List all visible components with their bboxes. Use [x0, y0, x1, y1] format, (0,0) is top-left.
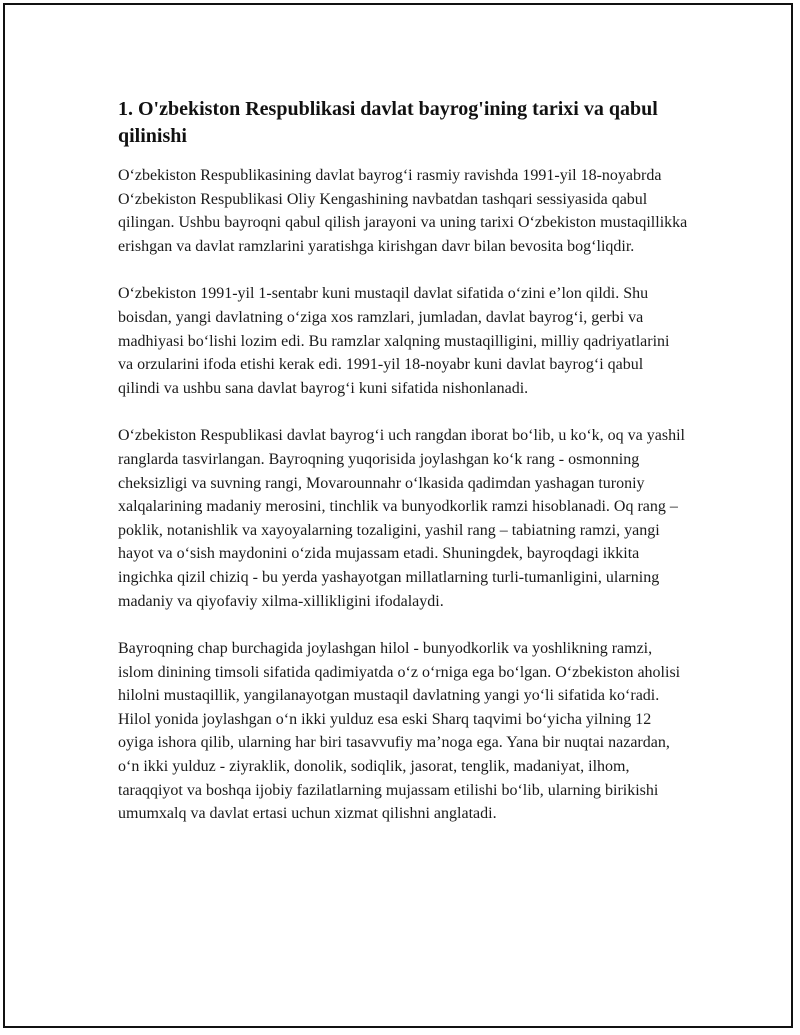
section-heading: 1. O'zbekiston Respublikasi davlat bayrog'ining tarixi va qabul qilinishi — [118, 98, 658, 147]
paragraph-crescent-stars: Bayroqning chap burchagida joylashgan hilol - bunyodkorlik va yoshlikning ramzi, islom dinining timsoli sifatida qadimiyatda o‘z o‘rniga ega bo‘lgan. O‘zbekiston aholisi hilolni mustaqillik, yangilanayotgan mustaqil davlatning yangi yo‘li sifatida ko‘radi. Hilol yonida joylashgan o‘n ikki yulduz esa eski Sharq taqvimi bo‘yicha yilning 12 oyiga ishora qilib, ularning har biri tasavvufiy ma’noga ega. Yana bir nuqtai nazardan, o‘n ikki yulduz - ziyraklik, donolik, sodiqlik, jasorat, tenglik, madaniyat, ilhom, taraqqiyot va boshqa ijobiy fazilatlarning mujassam etilishi bo‘lib, ularning birikishi umumxalq va davlat ertasi uchun xizmat qilishni anglatadi. — [118, 640, 681, 823]
paragraph-independence: O‘zbekiston 1991-yil 1-sentabr kuni mustaqil davlat sifatida o‘zini e’lon qildi. Shu boisdan, yangi davlatning o‘ziga xos ramzlari, jumladan, davlat bayrog‘i, gerbi va madhiyasi bo‘lishi lozim edi. Bu ramzlar xalqning mustaqilligini, milliy qadriyatlarini va orzularini ifoda etishi kerak edi. 1991-yil 18-noyabr kuni davlat bayrog‘i qabul qilindi va ushbu sana davlat bayrog‘i kuni sifatida nishonlanadi. — [118, 285, 670, 397]
paragraph-adoption: O‘zbekiston Respublikasining davlat bayrog‘i rasmiy ravishda 1991-yil 18-noyabrda O‘zbekiston Respublikasi Oliy Kengashining navbatdan tashqari sessiyasida qabul qilingan. Ushbu bayroqni qabul qilish jarayoni va uning tarixi O‘zbekiston mustaqillikka erishgan va davlat ramzlarini yaratishga kirishgan davr bilan bevosita bog‘liqdir. — [118, 167, 688, 255]
document-body — [118, 96, 688, 850]
paragraph-colors: O‘zbekiston Respublikasi davlat bayrog‘i uch rangdan iborat bo‘lib, u ko‘k, oq va yashil ranglarda tasvirlangan. Bayroqning yuqorisida joylashgan ko‘k rang - osmonning cheksizligi va suvning rangi, Movarounnahr o‘lkasida qadimdan yashagan turoniy xalqalarining madaniy merosini, tinchlik va bunyodkorlik ramzi hisoblanadi. Oq rang – poklik, notanishlik va xayoyalarning tozaligini, yashil rang – tabiatning ramzi, yangi hayot va o‘sish maydonini o‘zida mujassam etadi. Shuningdek, bayroqdagi ikkita ingichka qizil chiziq - bu yerda yashayotgan millatlarning turli-tumanligini, ularning madaniy va qiyofaviy xilma-xillikligini ifodalaydi. — [118, 427, 685, 610]
